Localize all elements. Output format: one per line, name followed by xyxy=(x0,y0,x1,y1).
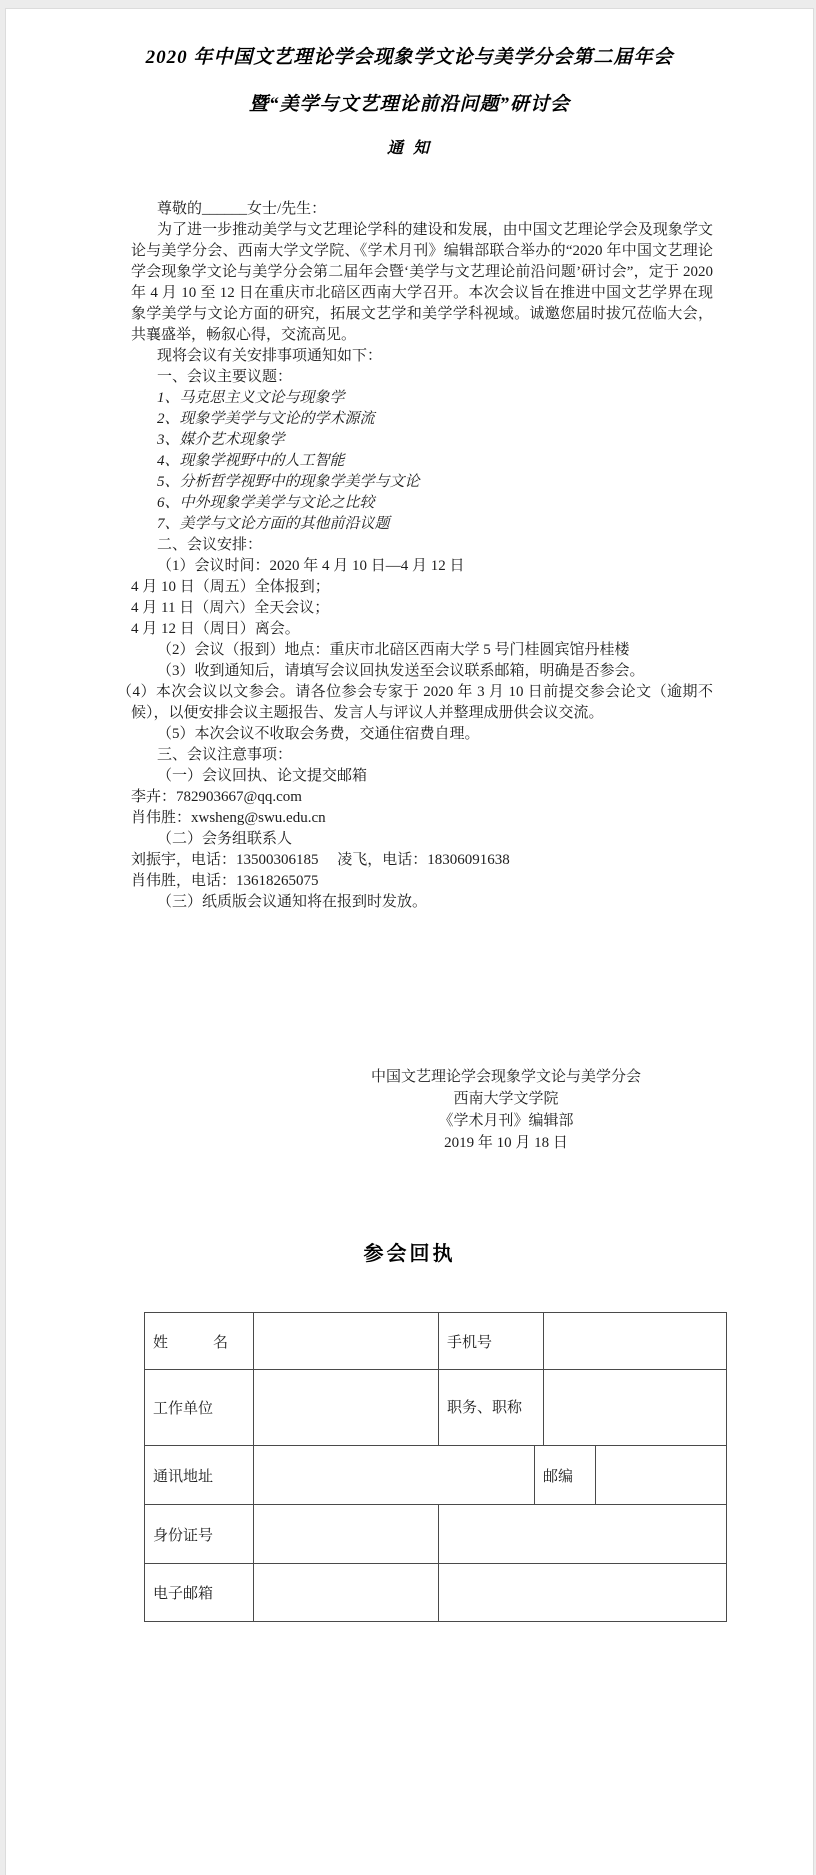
email-value-cell-right xyxy=(439,1564,727,1622)
name-value-cell xyxy=(254,1313,439,1370)
schedule-day-2: 4 月 11 日（周六）全天会议； xyxy=(131,600,330,616)
position-value-cell xyxy=(544,1370,727,1446)
id-number-value-cell-left xyxy=(254,1505,439,1564)
work-unit-value-cell xyxy=(254,1370,439,1446)
announce-line: 现将会议有关安排事项通知如下： xyxy=(157,348,383,364)
table-row-email xyxy=(145,1564,727,1622)
signature-org-3: 《学术月刊》编辑部 xyxy=(438,1113,574,1129)
arrangement-venue: （2）会议（报到）地点：重庆市北碚区西南大学 5 号门桂圆宾馆丹桂楼 xyxy=(157,642,630,658)
reply-form-table xyxy=(144,1312,727,1622)
topic-item-3: 3、媒介艺术现象学 xyxy=(157,432,285,448)
document-page xyxy=(5,8,814,1875)
topic-item-7: 7、美学与文论方面的其他前沿议题 xyxy=(157,516,390,532)
table-row-id-number xyxy=(145,1505,727,1564)
notice-label: 通 知 xyxy=(386,140,432,157)
section3-heading: 三、会议注意事项： xyxy=(157,747,293,763)
document-title-line2: 暨“美学与文艺理论前沿问题”研讨会 xyxy=(248,94,570,115)
letter-body xyxy=(117,199,713,913)
topic-item-4: 4、现象学视野中的人工智能 xyxy=(157,453,345,469)
arrangement-reply: （3）收到通知后，请填写会议回执发送至会议联系邮箱，明确是否参会。 xyxy=(157,663,645,679)
reply-form-title: 参会回执 xyxy=(363,1243,456,1265)
table-row-name-mobile xyxy=(145,1313,727,1370)
section1-heading: 一、会议主要议题： xyxy=(157,369,293,385)
postcode-label: 邮编 xyxy=(535,1446,596,1505)
mobile-value-cell xyxy=(544,1313,727,1370)
topic-item-2: 2、现象学美学与文论的学术源流 xyxy=(157,411,375,427)
paper-notice-line: （三）纸质版会议通知将在报到时发放。 xyxy=(157,894,428,910)
email-contact-1: 李卉：782903667@qq.com xyxy=(131,789,302,805)
mobile-label: 手机号 xyxy=(439,1313,544,1370)
section2-heading: 二、会议安排： xyxy=(157,537,263,553)
signature-block xyxy=(351,1066,661,1154)
intro-paragraph: 为了进一步推动美学与文艺理论学科的建设和发展，由中国文艺理论学会及现象学文论与美学分会、西南大学文学院、《学术月刊》编辑部联合举办的“2020 年中国文艺理论学会现象学文论与美学分会第二届年会暨‘美学与文艺理论前沿问题’研讨会”，定于 2020 年 4 月 10 至 12 日在重庆市北碚区西南大学召开。本次会议旨在推进中国文艺学界在现象学美学与文论方面的研究，拓展文艺学和美学学科视域。诚邀您届时拔冗莅临大会，共襄盛举，畅叙心得，交流高见。 xyxy=(131,222,713,343)
phone-contact-2: 肖伟胜，电话：13618265075 xyxy=(131,873,319,889)
schedule-day-1: 4 月 10 日（周五）全体报到； xyxy=(131,579,330,595)
id-number-value-cell-right xyxy=(439,1505,727,1564)
arrangement-paper: （4）本次会议以文参会。请各位参会专家于 2020 年 3 月 10 日前提交参会论文（逾期不候），以便安排会议主题报告、发言人与评议人并整理成册供会议交流。 xyxy=(117,684,713,721)
signature-org-1: 中国文艺理论学会现象学文论与美学分会 xyxy=(370,1069,641,1085)
topic-item-5: 5、分析哲学视野中的现象学美学与文论 xyxy=(157,474,420,490)
address-label: 通讯地址 xyxy=(145,1446,254,1505)
topic-item-1: 1、马克思主义文论与现象学 xyxy=(157,390,345,406)
position-label: 职务、职称 xyxy=(439,1370,544,1446)
email-heading: （一）会议回执、论文提交邮箱 xyxy=(157,768,368,784)
arrangement-time: （1）会议时间：2020 年 4 月 10 日—4 月 12 日 xyxy=(157,558,465,574)
id-number-label: 身份证号 xyxy=(145,1505,254,1564)
phone-contact-1: 刘振宇，电话：13500306185 凌飞，电话：18306091638 xyxy=(131,852,510,868)
signature-date: 2019 年 10 月 18 日 xyxy=(444,1135,568,1151)
signature-org-2: 西南大学文学院 xyxy=(453,1091,559,1107)
table-row-workunit-position xyxy=(145,1370,727,1446)
email-contact-2: 肖伟胜：xwsheng@swu.edu.cn xyxy=(131,810,326,826)
table-row-address-postcode xyxy=(145,1446,727,1505)
email-value-cell-left xyxy=(254,1564,439,1622)
arrangement-fee: （5）本次会议不收取会务费，交通住宿费自理。 xyxy=(157,726,480,742)
schedule-day-3: 4 月 12 日（周日）离会。 xyxy=(131,621,300,637)
topic-item-6: 6、中外现象学美学与文论之比较 xyxy=(157,495,375,511)
document-title-line1: 2020 年中国文艺理论学会现象学文论与美学分会第二届年会 xyxy=(145,47,674,68)
address-value-cell xyxy=(254,1446,535,1505)
greeting-line: 尊敬的______女士/先生： xyxy=(157,201,327,217)
name-label: 姓 名 xyxy=(145,1313,254,1370)
postcode-value-cell xyxy=(596,1446,727,1505)
contacts-heading: （二）会务组联系人 xyxy=(157,831,293,847)
work-unit-label: 工作单位 xyxy=(145,1370,254,1446)
email-label: 电子邮箱 xyxy=(145,1564,254,1622)
